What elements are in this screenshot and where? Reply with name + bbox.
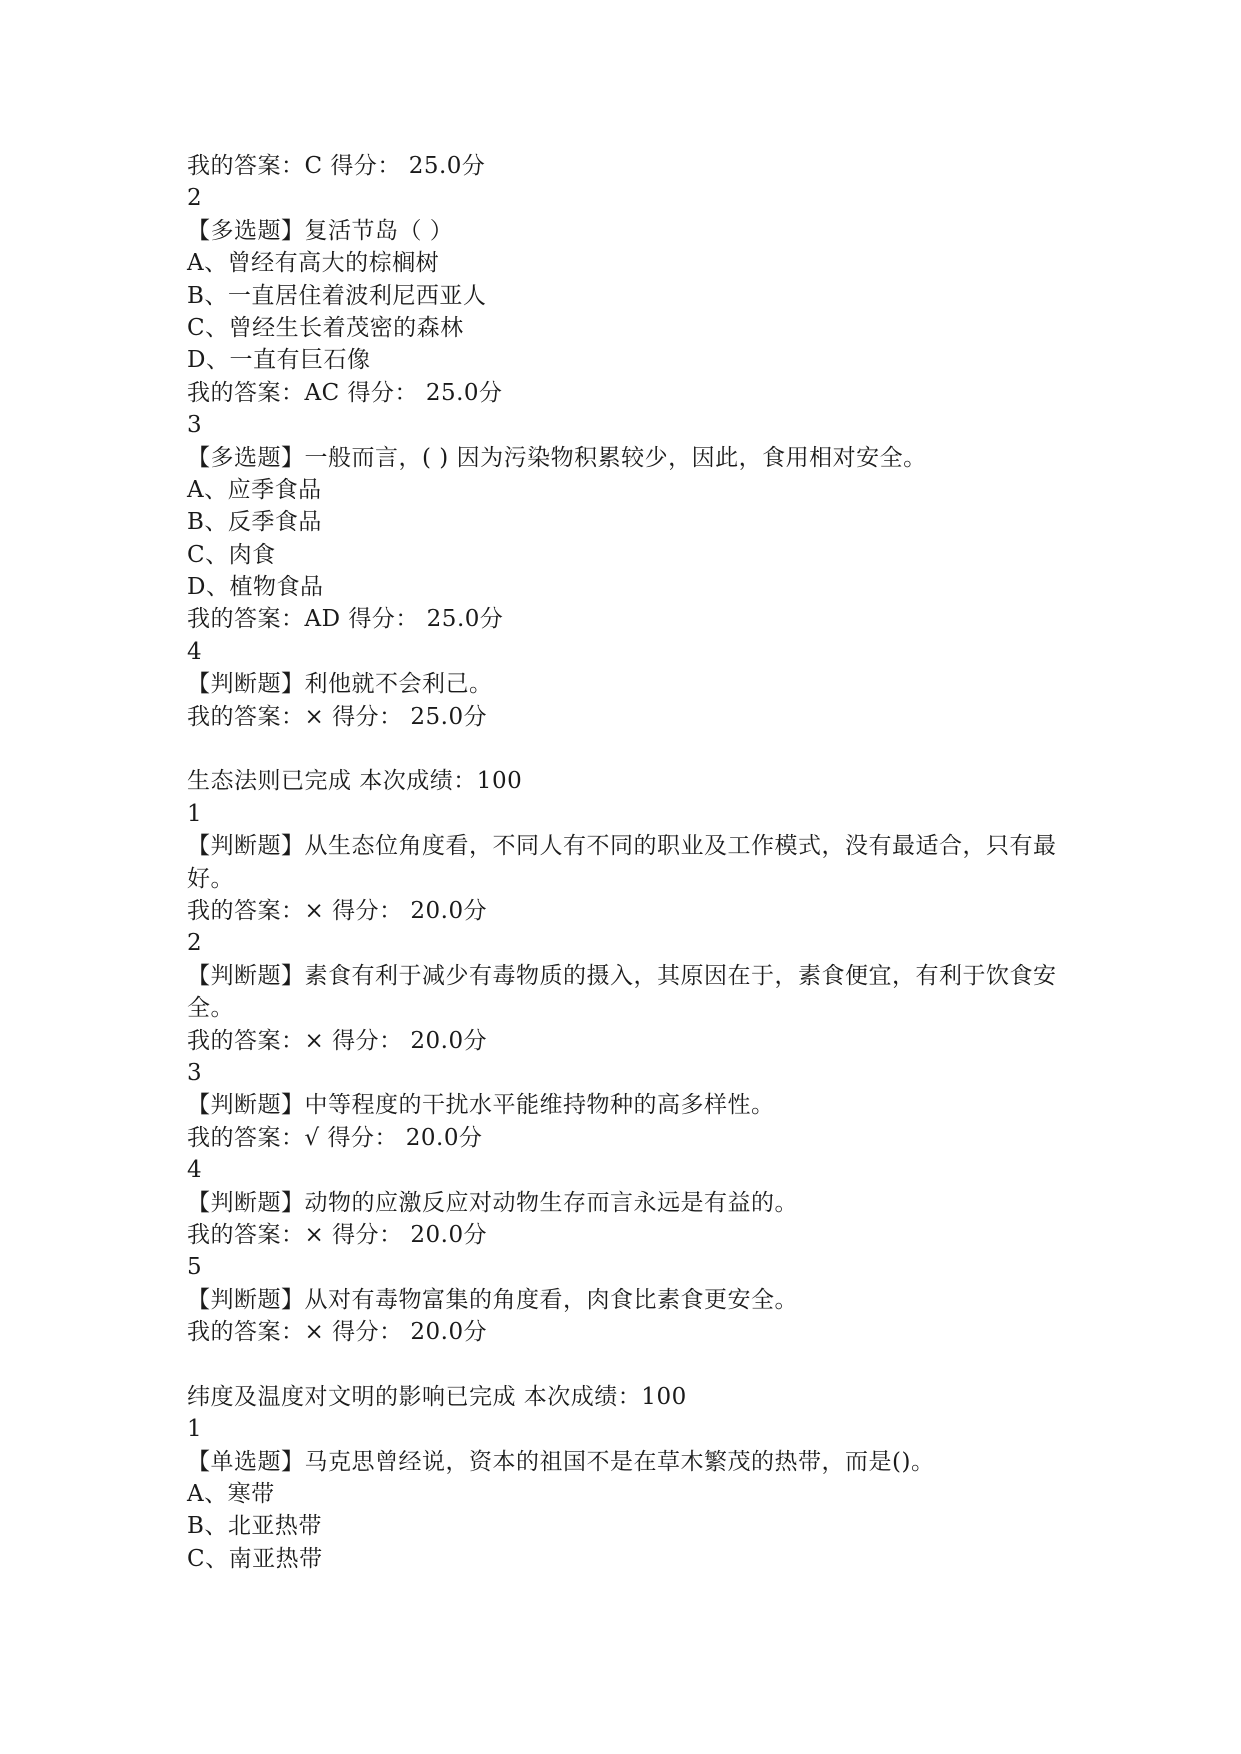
my-answer-line: 我的答案：AC 得分： 25.0分 <box>187 379 503 406</box>
my-answer-line: 我的答案：AD 得分： 25.0分 <box>187 606 504 633</box>
question-text: 【判断题】从对有毒物富集的角度看，肉食比素食更安全。 <box>187 1286 798 1313</box>
answer-option: C、南亚热带 <box>187 1545 323 1572</box>
question-text: 【判断题】动物的应激反应对动物生存而言永远是有益的。 <box>187 1189 798 1216</box>
answer-option: C、曾经生长着茂密的森林 <box>187 314 464 341</box>
question-number: 4 <box>187 1157 203 1184</box>
question-number: 1 <box>187 1416 203 1443</box>
my-answer-line: 我的答案：× 得分： 20.0分 <box>187 1319 488 1346</box>
my-answer-line: 我的答案：C 得分： 25.0分 <box>187 153 486 179</box>
answer-option: B、北亚热带 <box>187 1513 322 1540</box>
question-number: 3 <box>187 412 203 439</box>
question-number: 2 <box>187 185 203 212</box>
answer-option: B、一直居住着波利尼西亚人 <box>187 282 487 309</box>
my-answer-line: 我的答案：√ 得分： 20.0分 <box>187 1124 483 1151</box>
question-number: 3 <box>187 1060 203 1086</box>
question-text: 【判断题】利他就不会利己。 <box>187 671 493 698</box>
answer-option: D、植物食品 <box>187 574 324 601</box>
question-number: 1 <box>187 800 203 827</box>
blank-line <box>187 733 1067 765</box>
my-answer-line: 我的答案：× 得分： 20.0分 <box>187 898 488 925</box>
answer-option: A、寒带 <box>187 1481 275 1508</box>
my-answer-line: 我的答案：× 得分： 20.0分 <box>187 1221 488 1248</box>
answer-option: C、肉食 <box>187 541 276 568</box>
section-heading: 生态法则已完成 本次成绩：100 <box>187 768 523 795</box>
answer-option: B、反季食品 <box>187 509 322 536</box>
question-text: 【单选题】马克思曾经说，资本的祖国不是在草木繁茂的热带，而是()。 <box>187 1448 935 1475</box>
question-number: 4 <box>187 638 203 665</box>
question-text: 【多选题】一般而言，( ) 因为污染物积累较少，因此，食用相对安全。 <box>187 444 927 471</box>
section-heading: 纬度及温度对文明的影响已完成 本次成绩：100 <box>187 1383 687 1410</box>
question-text: 【多选题】复活节岛（ ） <box>187 217 454 244</box>
question-number: 2 <box>187 930 203 957</box>
question-text: 【判断题】从生态位角度看，不同人有不同的职业及工作模式，没有最适合，只有最好。 <box>187 833 1057 892</box>
my-answer-line: 我的答案：× 得分： 20.0分 <box>187 1027 488 1054</box>
question-text: 【判断题】素食有利于减少有毒物质的摄入，其原因在于，素食便宜，有利于饮食安全。 <box>187 962 1057 1022</box>
answer-option: A、应季食品 <box>187 476 322 503</box>
question-number: 5 <box>187 1254 203 1281</box>
answer-option: A、曾经有高大的棕榈树 <box>187 250 440 277</box>
my-answer-line: 我的答案：× 得分： 25.0分 <box>187 703 488 730</box>
question-text: 【判断题】中等程度的干扰水平能维持物种的高多样性。 <box>187 1092 775 1119</box>
blank-line <box>187 1349 1067 1381</box>
answer-option: D、一直有巨石像 <box>187 347 371 374</box>
document-page <box>187 150 1067 1575</box>
